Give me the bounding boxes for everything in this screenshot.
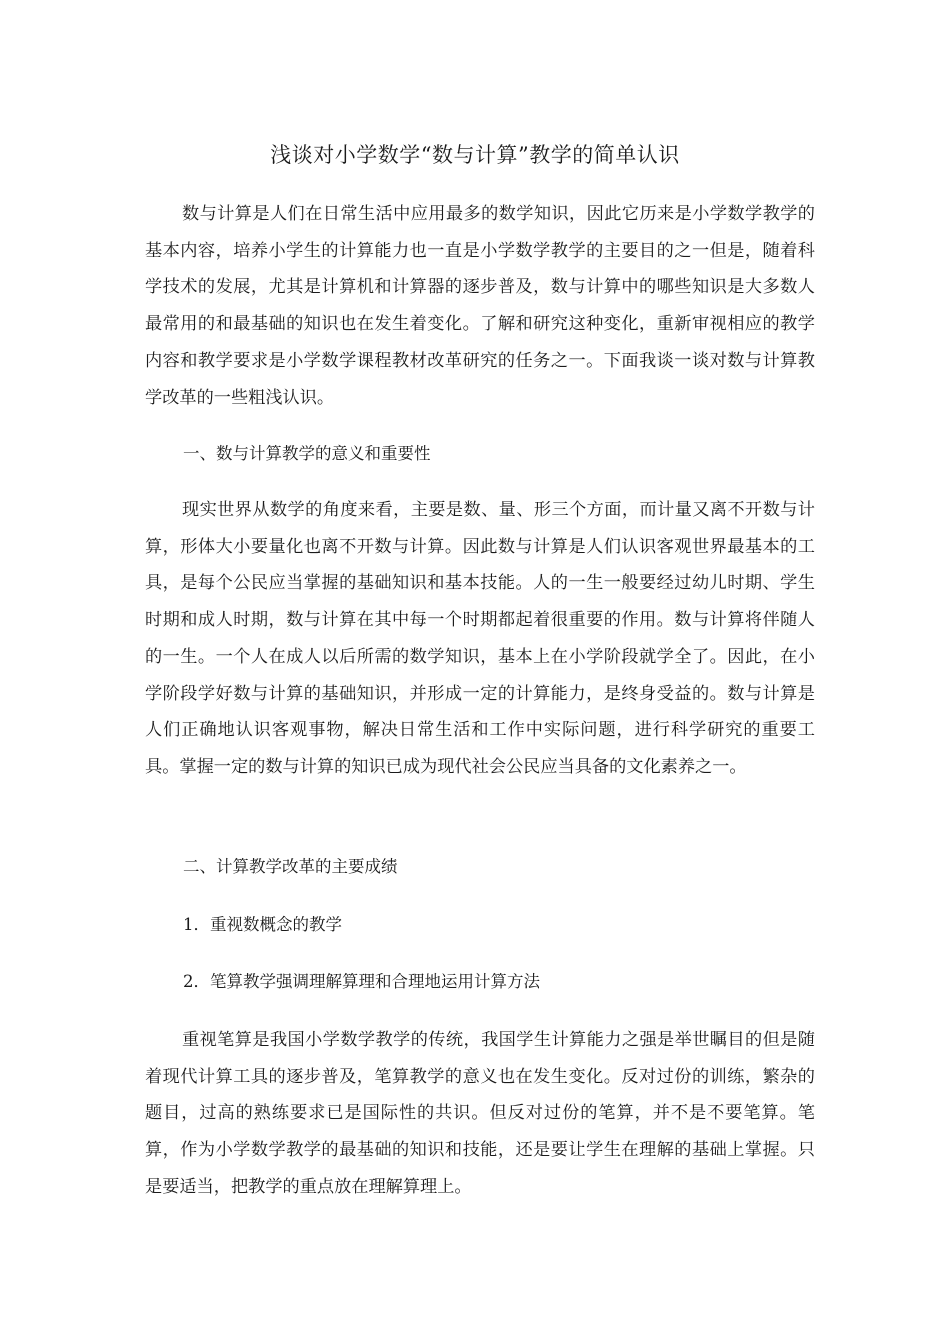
paragraph-written-calculation: 重视笔算是我国小学数学教学的传统，我国学生计算能力之强是举世瞩目的但是随着现代计算工具的逐步普及，笔算教学的意义也在发生变化。反对过份的训练，繁杂的题目，过高的熟练要求已是国际性的共识。但反对过份的笔算，并不是不要笔算。笔算，作为小学数学教学的最基础的知识和技能，还是要让学生在理解的基础上掌握。只是要适当，把教学的重点放在理解算理上。: [145, 1030, 815, 1197]
section-heading-1: 一、数与计算教学的意义和重要性: [183, 444, 431, 463]
paragraph-intro: 数与计算是人们在日常生活中应用最多的数学知识，因此它历来是小学数学教学的基本内容，培养小学生的计算能力也一直是小学数学教学的主要目的之一但是，随着科学技术的发展，尤其是计算机和计算器的逐步普及，数与计算中的哪些知识是大多数人最常用的和最基础的知识也在发生着变化。了解和研究这种变化，重新审视相应的教学内容和教学要求是小学数学课程教材改革研究的任务之一。下面我谈一谈对数与计算教学改革的一些粗浅认识。: [145, 204, 815, 408]
subsection-heading-1: 1．重视数概念的教学: [183, 915, 342, 934]
subsection-heading-2: 2．笔算教学强调理解算理和合理地运用计算方法: [183, 972, 540, 991]
paragraph-significance: 现实世界从数学的角度来看，主要是数、量、形三个方面，而计量又离不开数与计算，形体大小要量化也离不开数与计算。因此数与计算是人们认识客观世界最基本的工具，是每个公民应当掌握的基础知识和基本技能。人的一生一般要经过幼儿时期、学生时期和成人时期，数与计算在其中每一个时期都起着很重要的作用。数与计算将伴随人的一生。一个人在成人以后所需的数学知识，基本上在小学阶段就学全了。因此，在小学阶段学好数与计算的基础知识，并形成一定的计算能力，是终身受益的。数与计算是人们正确地认识客观事物，解决日常生活和工作中实际问题，进行科学研究的重要工具。掌握一定的数与计算的知识已成为现代社会公民应当具备的文化素养之一。: [145, 500, 815, 777]
document-title: 浅谈对小学数学“数与计算”教学的简单认识: [270, 143, 680, 167]
section-heading-2: 二、计算教学改革的主要成绩: [183, 857, 398, 876]
